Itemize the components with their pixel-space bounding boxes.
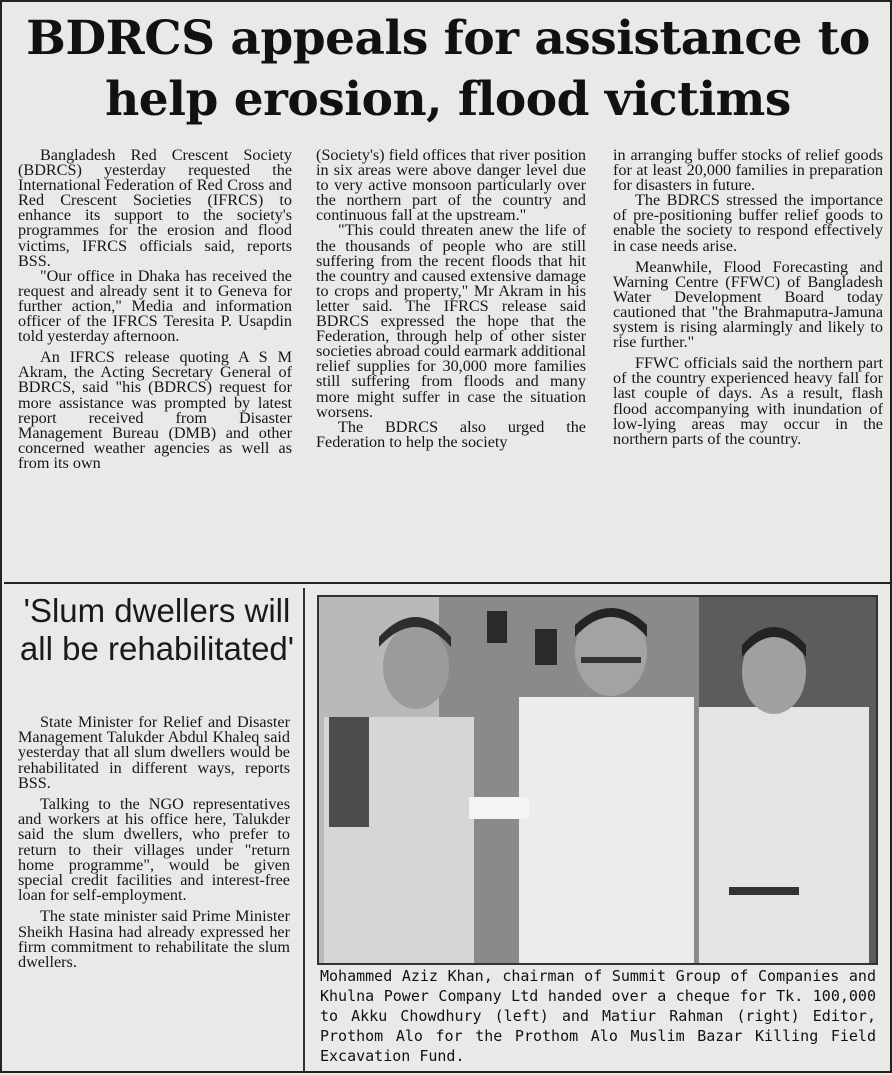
slum-headline: 'Slum dwellers will all be rehabilitated' <box>19 592 295 667</box>
article-paragraph: FFWC officials said the northern part of the country experienced heavy fall for last couple of days. As a result, flash flood accompanying with inundation of low-lying areas may occur in the northern parts of the country. <box>613 354 883 448</box>
headline-line-1: BDRCS appeals for assistance to <box>26 11 870 66</box>
article-paragraph: "Our office in Dhaka has received the request and already sent it to Geneva for further action," Media and information officer of the IFRCS Teresita P. Usapdin told yesterday afternoon. <box>18 266 292 346</box>
article-paragraph: Meanwhile, Flood Forecasting and Warning Centre (FFWC) of Bangladesh Water Development Board today cautioned that "the Brahmaputra-Jamuna system is rising alarmingly and likely to rise further." <box>613 257 883 352</box>
headline <box>10 8 886 130</box>
wall-frame <box>535 629 557 665</box>
article-paragraph: State Minister for Relief and Disaster Management Talukder Abdul Khaleq said yesterday that all slum dwellers would be rehabilitated in different ways, reports BSS. <box>18 715 290 792</box>
article-paragraph: Bangladesh Red Crescent Society (BDRCS) yesterday requested the International Federation of Red Cross and Red Crescent Societies (IFRCS) to enhance its support to the society's programmes for the erosion and flood victims, IFRCS officials said, reports BSS. <box>18 148 292 270</box>
section-divider <box>4 582 892 584</box>
column-divider <box>303 588 305 1072</box>
photo-caption: Mohammed Aziz Khan, chairman of Summit Group of Companies and Khulna Power Company Ltd handed over a cheque for Tk. 100,000 to Akku Chowdhury (left) and Matiur Rahman (right) Editor, Prothom Alo for the Prothom Alo Muslim Bazar Killing Field Excavation Fund. <box>320 967 876 1065</box>
article-paragraph: The BDRCS also urged the Federation to help the society <box>316 417 586 451</box>
headline-line-2: help erosion, flood victims <box>105 72 791 127</box>
wall-frame <box>487 611 507 643</box>
article-paragraph: The state minister said Prime Minister Sheikh Hasina had already expressed her firm commitment to rehabilitate the slum dwellers. <box>18 907 290 972</box>
cheque <box>469 797 529 819</box>
article-paragraph: Talking to the NGO representatives and workers at his office here, Talukder said the slum dwellers, who prefer to return to their villages under "return home programme", would be given special credit facilities and interest-free loan for self-employment. <box>18 795 290 905</box>
article-paragraph: The BDRCS stressed the importance of pre-positioning buffer relief goods to enable the society to respond effectively in case needs arise. <box>613 191 883 255</box>
article-column-3 <box>613 148 883 578</box>
article-paragraph: "This could threaten anew the life of the thousands of people who are still suffering from the recent floods that hit the country and caused extensive damage to crops and property," Mr Akram in his letter said. The IFRCS release said BDRCS expressed the hope that the Federation, through help of other sister societies abroad could earmark additional relief supplies for 30,000 more families still suffering from floods and many more might suffer in case the situation worsens. <box>316 221 586 421</box>
article-column-1 <box>18 148 292 578</box>
slum-article <box>18 715 290 1075</box>
article-paragraph: (Society's) field offices that river position in six areas were above danger level due to very active monsoon particularly over the northern part of the country and continuous fall at the upstream." <box>316 148 586 225</box>
news-photo <box>317 595 878 965</box>
photo-illustration <box>319 597 876 963</box>
article-column-2 <box>316 148 586 578</box>
article-paragraph: in arranging buffer stocks of relief goods for at least 20,000 families in preparation for disasters in future. <box>613 148 883 195</box>
article-paragraph: An IFRCS release quoting A S M Akram, the Acting Secretary General of BDRCS, said "his (BDRCS) request for more assistance was prompted by latest report received from Disaster Management Bureau (DMB) and other concerned weather agencies as well as from its own <box>18 348 292 472</box>
